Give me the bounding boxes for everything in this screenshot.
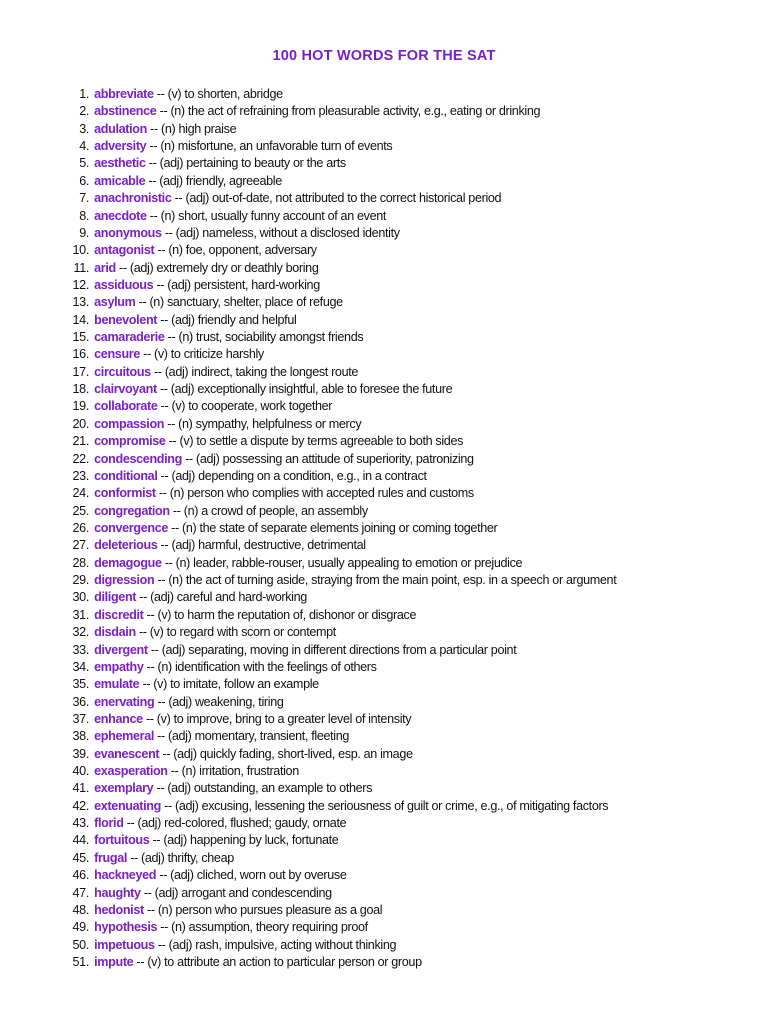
entry-number: 15. bbox=[72, 330, 89, 345]
entry-number: 20. bbox=[72, 416, 89, 431]
list-item bbox=[60, 746, 760, 763]
list-item bbox=[60, 329, 760, 346]
word-definition: -- (adj) arrogant and condescending bbox=[140, 885, 332, 900]
word-definition: -- (n) identification with the feelings of others bbox=[143, 659, 377, 674]
list-item bbox=[60, 798, 760, 815]
entry-number: 38. bbox=[72, 729, 89, 744]
list-item bbox=[60, 919, 760, 936]
entry-number: 44. bbox=[72, 833, 89, 848]
entry-number: 21. bbox=[72, 434, 89, 449]
vocab-word: hackneyed bbox=[94, 868, 157, 883]
list-item bbox=[60, 954, 760, 971]
list-item bbox=[60, 225, 760, 242]
vocab-word: arid bbox=[94, 260, 116, 275]
list-item bbox=[60, 398, 760, 415]
word-definition: -- (n) high praise bbox=[146, 121, 237, 136]
word-definition: -- (adj) exceptionally insightful, able to foresee the future bbox=[156, 382, 453, 397]
word-definition: -- (adj) quickly fading, short-lived, esp. an image bbox=[159, 746, 413, 761]
list-item bbox=[60, 780, 760, 797]
word-definition: -- (n) trust, sociability amongst friends bbox=[164, 330, 364, 345]
vocab-word: conditional bbox=[94, 468, 158, 483]
vocab-word: conformist bbox=[94, 486, 156, 501]
entry-number: 48. bbox=[72, 902, 89, 917]
word-definition: -- (adj) possessing an attitude of superiority, patronizing bbox=[181, 451, 474, 466]
entry-number: 16. bbox=[72, 347, 89, 362]
word-definition: -- (v) to cooperate, work together bbox=[157, 399, 333, 414]
entry-number: 5. bbox=[79, 156, 89, 171]
vocab-word: anachronistic bbox=[94, 191, 172, 206]
entry-number: 14. bbox=[72, 312, 89, 327]
entry-number: 6. bbox=[79, 173, 89, 188]
vocab-word: ephemeral bbox=[94, 729, 155, 744]
vocab-word: discredit bbox=[94, 607, 144, 622]
list-item bbox=[60, 121, 760, 138]
entry-number: 8. bbox=[79, 208, 89, 223]
vocab-word: censure bbox=[94, 347, 141, 362]
word-definition: -- (v) to shorten, abridge bbox=[153, 87, 283, 101]
word-definition: -- (adj) cliched, worn out by overuse bbox=[156, 868, 347, 883]
vocab-word: deleterious bbox=[94, 538, 158, 553]
word-definition: -- (adj) careful and hard-working bbox=[136, 590, 307, 605]
word-definition: -- (v) to imitate, follow an example bbox=[139, 677, 319, 692]
word-definition: -- (adj) depending on a condition, e.g., in a contract bbox=[157, 468, 427, 483]
entry-number: 32. bbox=[72, 625, 89, 640]
vocab-word: digression bbox=[94, 573, 155, 588]
vocab-word: abstinence bbox=[94, 104, 157, 119]
word-definition: -- (adj) weakening, tiring bbox=[154, 694, 284, 709]
entry-number: 22. bbox=[72, 451, 89, 466]
word-definition: -- (adj) extremely dry or deathly boring bbox=[115, 260, 319, 275]
list-item bbox=[60, 86, 760, 103]
word-definition: -- (n) short, usually funny account of an event bbox=[146, 208, 387, 223]
entry-number: 43. bbox=[72, 816, 89, 831]
entry-number: 28. bbox=[72, 555, 89, 570]
vocab-word: camaraderie bbox=[94, 330, 165, 345]
list-item bbox=[60, 451, 760, 468]
vocab-word: fortuitous bbox=[94, 833, 150, 848]
vocab-word: hypothesis bbox=[94, 920, 158, 935]
word-definition: -- (n) a crowd of people, an assembly bbox=[169, 503, 368, 518]
list-item bbox=[60, 468, 760, 485]
entry-number: 49. bbox=[72, 920, 89, 935]
list-item bbox=[60, 902, 760, 919]
list-item bbox=[60, 607, 760, 624]
list-item bbox=[60, 850, 760, 867]
list-item bbox=[60, 711, 760, 728]
word-definition: -- (adj) red-colored, flushed; gaudy, ornate bbox=[123, 816, 347, 831]
vocab-word: adversity bbox=[94, 139, 147, 154]
list-item bbox=[60, 642, 760, 659]
vocab-word: asylum bbox=[94, 295, 136, 310]
list-item bbox=[60, 659, 760, 676]
list-item bbox=[60, 867, 760, 884]
word-definition: -- (adj) friendly and helpful bbox=[157, 312, 297, 327]
list-item bbox=[60, 676, 760, 693]
word-definition: -- (n) person who complies with accepted rules and customs bbox=[155, 486, 474, 501]
vocab-word: adulation bbox=[94, 121, 147, 136]
vocab-word: diligent bbox=[94, 590, 137, 605]
vocab-word: divergent bbox=[94, 642, 148, 657]
entry-number: 51. bbox=[72, 954, 89, 969]
entry-number: 27. bbox=[72, 538, 89, 553]
entry-number: 36. bbox=[72, 694, 89, 709]
word-definition: -- (v) to criticize harshly bbox=[140, 347, 264, 362]
vocab-word: florid bbox=[94, 816, 124, 831]
word-definition: -- (adj) excusing, lessening the seriousness of guilt or crime, e.g., of mitigating factors bbox=[160, 798, 609, 813]
vocab-word: abbreviate bbox=[94, 87, 154, 101]
list-item bbox=[60, 312, 760, 329]
word-definition: -- (v) to attribute an action to particular person or group bbox=[133, 954, 422, 969]
vocab-word: hedonist bbox=[94, 902, 144, 917]
entry-number: 40. bbox=[72, 764, 89, 779]
word-definition: -- (n) irritation, frustration bbox=[167, 764, 299, 779]
entry-number: 4. bbox=[79, 139, 89, 154]
list-item bbox=[60, 138, 760, 155]
word-definition: -- (n) sympathy, helpfulness or mercy bbox=[164, 416, 362, 431]
entry-number: 37. bbox=[72, 711, 89, 726]
vocab-word: exemplary bbox=[94, 781, 154, 796]
entry-number: 13. bbox=[72, 295, 89, 310]
list-item bbox=[60, 190, 760, 207]
entry-number: 2. bbox=[79, 104, 89, 119]
vocab-word: anonymous bbox=[94, 225, 162, 240]
list-item bbox=[60, 937, 760, 954]
list-item bbox=[60, 885, 760, 902]
entry-number: 33. bbox=[72, 642, 89, 657]
vocab-word: clairvoyant bbox=[94, 382, 157, 397]
word-definition: -- (adj) happening by luck, fortunate bbox=[149, 833, 339, 848]
vocab-word: collaborate bbox=[94, 399, 158, 414]
word-definition: -- (adj) out-of-date, not attributed to the correct historical period bbox=[171, 191, 502, 206]
word-definition: -- (n) person who pursues pleasure as a goal bbox=[143, 902, 383, 917]
vocab-word: extenuating bbox=[94, 798, 161, 813]
vocab-word: emulate bbox=[94, 677, 140, 692]
entry-number: 17. bbox=[72, 364, 89, 379]
word-definition: -- (adj) nameless, without a disclosed identity bbox=[161, 225, 400, 240]
list-item bbox=[60, 103, 760, 120]
word-definition: -- (n) the act of refraining from pleasurable activity, e.g., eating or drinking bbox=[156, 104, 541, 119]
word-definition: -- (adj) indirect, taking the longest route bbox=[150, 364, 359, 379]
vocab-word: impetuous bbox=[94, 937, 155, 952]
word-definition: -- (adj) pertaining to beauty or the arts bbox=[145, 156, 346, 171]
list-item bbox=[60, 277, 760, 294]
entry-number: 3. bbox=[79, 121, 89, 136]
list-item bbox=[60, 520, 760, 537]
word-definition: -- (adj) separating, moving in different directions from a particular point bbox=[147, 642, 517, 657]
vocab-word: convergence bbox=[94, 520, 169, 535]
word-definition: -- (v) to regard with scorn or contempt bbox=[135, 625, 336, 640]
word-definition: -- (adj) thrifty, cheap bbox=[127, 850, 234, 865]
entry-number: 18. bbox=[72, 382, 89, 397]
entry-number: 42. bbox=[72, 798, 89, 813]
entry-number: 25. bbox=[72, 503, 89, 518]
entry-number: 47. bbox=[72, 885, 89, 900]
vocab-word: exasperation bbox=[94, 764, 168, 779]
word-definition: -- (v) to harm the reputation of, dishonor or disgrace bbox=[143, 607, 417, 622]
word-definition: -- (adj) rash, impulsive, acting without thinking bbox=[154, 937, 397, 952]
vocab-word: frugal bbox=[94, 850, 128, 865]
list-item bbox=[60, 555, 760, 572]
entry-number: 31. bbox=[72, 607, 89, 622]
vocab-word: compromise bbox=[94, 434, 166, 449]
entry-number: 39. bbox=[72, 746, 89, 761]
list-item bbox=[60, 173, 760, 190]
page-title: 100 HOT WORDS FOR THE SAT bbox=[272, 48, 496, 64]
list-item bbox=[60, 503, 760, 520]
word-definition: -- (adj) persistent, hard-working bbox=[153, 277, 320, 292]
word-definition: -- (n) sanctuary, shelter, place of refuge bbox=[135, 295, 343, 310]
vocab-word: congregation bbox=[94, 503, 170, 518]
entry-number: 11. bbox=[73, 260, 89, 275]
entry-number: 1. bbox=[79, 87, 89, 101]
list-item bbox=[60, 346, 760, 363]
word-definition: -- (n) leader, rabble-rouser, usually appealing to emotion or prejudice bbox=[161, 555, 523, 570]
list-item bbox=[60, 416, 760, 433]
word-definition: -- (v) to settle a dispute by terms agreeable to both sides bbox=[165, 434, 464, 449]
entry-number: 10. bbox=[72, 243, 89, 258]
list-item bbox=[60, 589, 760, 606]
entry-number: 26. bbox=[72, 520, 89, 535]
entry-number: 29. bbox=[72, 573, 89, 588]
word-definition: -- (n) assumption, theory requiring proof bbox=[157, 920, 368, 935]
entry-number: 41. bbox=[72, 781, 89, 796]
vocab-word: condescending bbox=[94, 451, 182, 466]
word-definition: -- (n) the state of separate elements joining or coming together bbox=[168, 520, 498, 535]
entry-number: 12. bbox=[72, 277, 89, 292]
entry-number: 19. bbox=[72, 399, 89, 414]
vocab-word: empathy bbox=[94, 659, 144, 674]
entry-number: 46. bbox=[72, 868, 89, 883]
vocab-word: aesthetic bbox=[94, 156, 146, 171]
list-item bbox=[60, 572, 760, 589]
entry-number: 34. bbox=[72, 659, 89, 674]
word-definition: -- (n) the act of turning aside, straying from the main point, esp. in a speech or argument bbox=[154, 573, 617, 588]
list-item bbox=[60, 208, 760, 225]
word-definition: -- (adj) momentary, transient, fleeting bbox=[154, 729, 350, 744]
list-item bbox=[60, 763, 760, 780]
vocab-word: antagonist bbox=[94, 243, 155, 258]
vocab-word: circuitous bbox=[94, 364, 151, 379]
vocab-word: enervating bbox=[94, 694, 155, 709]
vocab-word: anecdote bbox=[94, 208, 147, 223]
vocab-word: assiduous bbox=[94, 277, 154, 292]
entry-number: 7. bbox=[79, 191, 89, 206]
vocab-word: disdain bbox=[94, 625, 136, 640]
vocab-word: evanescent bbox=[94, 746, 160, 761]
entry-number: 24. bbox=[72, 486, 89, 501]
entry-number: 23. bbox=[72, 468, 89, 483]
vocab-word: amicable bbox=[94, 173, 146, 188]
list-item bbox=[60, 537, 760, 554]
vocab-word: impute bbox=[94, 954, 134, 969]
list-item bbox=[60, 364, 760, 381]
word-definition: -- (v) to improve, bring to a greater level of intensity bbox=[142, 711, 412, 726]
entry-number: 45. bbox=[72, 850, 89, 865]
vocab-word: benevolent bbox=[94, 312, 158, 327]
list-item bbox=[60, 242, 760, 259]
list-item bbox=[60, 728, 760, 745]
word-definition: -- (n) misfortune, an unfavorable turn of events bbox=[146, 139, 393, 154]
entry-number: 9. bbox=[79, 225, 89, 240]
list-item bbox=[60, 294, 760, 311]
list-item bbox=[60, 381, 760, 398]
word-definition: -- (adj) outstanding, an example to others bbox=[153, 781, 373, 796]
word-list bbox=[60, 86, 760, 971]
word-definition: -- (adj) harmful, destructive, detrimental bbox=[157, 538, 366, 553]
vocab-word: haughty bbox=[94, 885, 141, 900]
vocab-word: compassion bbox=[94, 416, 165, 431]
entry-number: 50. bbox=[72, 937, 89, 952]
list-item bbox=[60, 260, 760, 277]
list-item bbox=[60, 624, 760, 641]
list-item bbox=[60, 815, 760, 832]
list-item bbox=[60, 832, 760, 849]
list-item bbox=[60, 694, 760, 711]
entry-number: 35. bbox=[72, 677, 89, 692]
list-item bbox=[60, 155, 760, 172]
vocab-word: enhance bbox=[94, 711, 143, 726]
entry-number: 30. bbox=[72, 590, 89, 605]
list-item bbox=[60, 485, 760, 502]
word-definition: -- (n) foe, opponent, adversary bbox=[154, 243, 317, 258]
word-definition: -- (adj) friendly, agreeable bbox=[145, 173, 282, 188]
list-item bbox=[60, 433, 760, 450]
vocab-word: demagogue bbox=[94, 555, 162, 570]
